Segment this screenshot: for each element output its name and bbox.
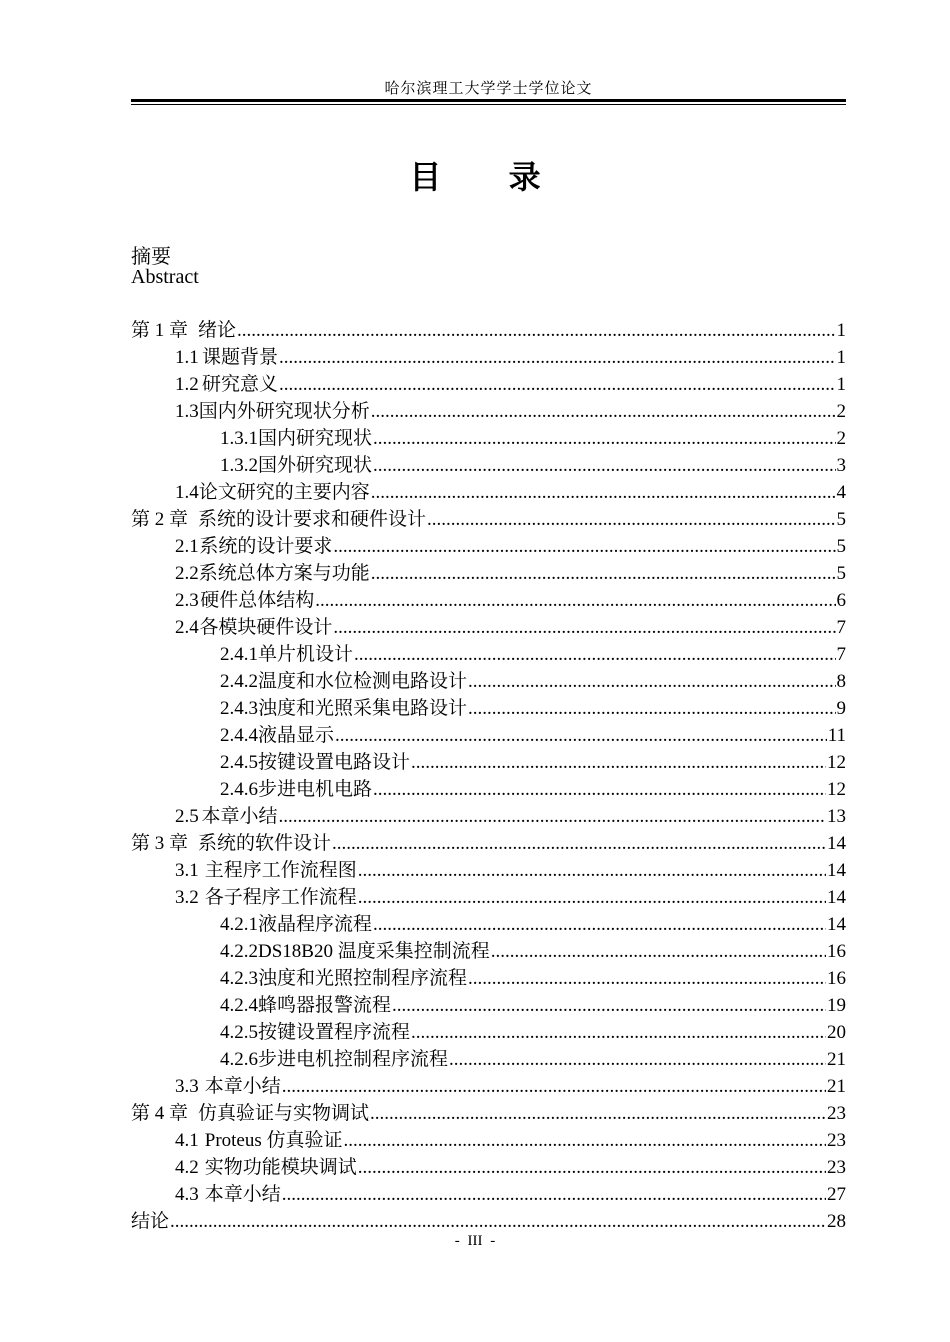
toc-entry[interactable] bbox=[131, 1019, 846, 1046]
toc-entry[interactable] bbox=[131, 506, 846, 533]
toc-leader-dots bbox=[468, 965, 826, 992]
toc-entry-number: 4.2 bbox=[175, 1157, 199, 1178]
toc-entry-title: 系统的软件设计 bbox=[198, 833, 332, 854]
toc-entry-title: 系统的设计要求和硬件设计 bbox=[198, 509, 427, 530]
toc-entry-page: 5 bbox=[836, 536, 846, 557]
toc-entry[interactable] bbox=[131, 668, 846, 695]
toc-entry[interactable] bbox=[131, 722, 846, 749]
toc-entry[interactable] bbox=[131, 884, 846, 911]
toc-entry-number: 4.2.6 bbox=[220, 1049, 258, 1070]
toc-entry-page: 3 bbox=[836, 455, 846, 476]
toc-entry-page: 1 bbox=[836, 347, 846, 368]
toc-entry-title: 实物功能模块调试 bbox=[204, 1157, 357, 1178]
table-of-contents bbox=[131, 317, 846, 1235]
toc-entry[interactable] bbox=[131, 776, 846, 803]
toc-entry-page: 8 bbox=[836, 671, 846, 692]
toc-entry-page: 28 bbox=[827, 1211, 846, 1232]
toc-entry-title: 国外研究现状 bbox=[258, 455, 373, 476]
toc-entry[interactable] bbox=[131, 1208, 846, 1235]
toc-entry[interactable] bbox=[131, 911, 846, 938]
toc-entry[interactable] bbox=[131, 1046, 846, 1073]
toc-entry-page: 21 bbox=[827, 1076, 846, 1097]
toc-entry-page: 21 bbox=[827, 1049, 846, 1070]
toc-entry-page: 20 bbox=[827, 1022, 846, 1043]
toc-leader-dots bbox=[468, 668, 835, 695]
toc-entry[interactable] bbox=[131, 560, 846, 587]
toc-leader-dots bbox=[373, 911, 826, 938]
toc-leader-dots bbox=[373, 452, 835, 479]
toc-entry[interactable] bbox=[131, 479, 846, 506]
toc-leader-dots bbox=[332, 830, 826, 857]
toc-entry-title: 系统总体方案与功能 bbox=[198, 563, 370, 584]
toc-entry-page: 23 bbox=[827, 1157, 846, 1178]
toc-entry-page: 1 bbox=[836, 320, 846, 341]
toc-entry-title: 主程序工作流程图 bbox=[204, 860, 357, 881]
toc-entry[interactable] bbox=[131, 965, 846, 992]
toc-entry-title: 论文研究的主要内容 bbox=[198, 482, 370, 503]
toc-entry-page: 7 bbox=[836, 644, 846, 665]
toc-leader-dots bbox=[373, 776, 826, 803]
toc-entry-title: 国内研究现状 bbox=[258, 428, 373, 449]
toc-entry-number: 1.3.2 bbox=[220, 455, 258, 476]
toc-leader-dots bbox=[370, 1100, 826, 1127]
toc-entry-number: 2.1 bbox=[175, 536, 199, 557]
toc-entry[interactable] bbox=[131, 641, 846, 668]
toc-leader-dots bbox=[279, 803, 826, 830]
toc-entry-title: 本章小结 bbox=[204, 1184, 281, 1205]
toc-entry-number: 2.4.2 bbox=[220, 671, 258, 692]
toc-leader-dots bbox=[371, 398, 836, 425]
toc-leader-dots bbox=[354, 641, 835, 668]
toc-entry[interactable] bbox=[131, 857, 846, 884]
toc-leader-dots bbox=[371, 479, 836, 506]
toc-entry[interactable] bbox=[131, 614, 846, 641]
toc-entry-number: 4.2.1 bbox=[220, 914, 258, 935]
toc-entry[interactable] bbox=[131, 1154, 846, 1181]
toc-entry-page: 7 bbox=[836, 617, 846, 638]
toc-entry-title: 各模块硬件设计 bbox=[199, 617, 333, 638]
toc-entry-title: 系统的设计要求 bbox=[199, 536, 333, 557]
toc-leader-dots bbox=[279, 344, 836, 371]
toc-entry-number: 2.4.5 bbox=[220, 752, 258, 773]
toc-entry[interactable] bbox=[131, 452, 846, 479]
toc-entry-title: 步进电机控制程序流程 bbox=[258, 1049, 449, 1070]
header-rule-thick bbox=[131, 99, 846, 102]
toc-leader-dots bbox=[371, 560, 836, 587]
toc-entry-title: 国内外研究现状分析 bbox=[198, 401, 370, 422]
toc-entry-number: 1.3.1 bbox=[220, 428, 258, 449]
toc-entry-number: 第 4 章 bbox=[131, 1103, 189, 1124]
toc-entry-title: 蜂鸣器报警流程 bbox=[258, 995, 392, 1016]
toc-entry[interactable] bbox=[131, 344, 846, 371]
page-number: - III - bbox=[454, 1233, 496, 1249]
toc-entry-number: 2.4.4 bbox=[220, 725, 258, 746]
toc-entry-page: 27 bbox=[827, 1184, 846, 1205]
toc-entry-page: 4 bbox=[836, 482, 846, 503]
toc-entry-title: 课题背景 bbox=[201, 347, 278, 368]
toc-entry-title: 液晶程序流程 bbox=[258, 914, 373, 935]
toc-entry[interactable] bbox=[131, 1127, 846, 1154]
toc-entry-number: 1.3 bbox=[175, 401, 199, 422]
toc-entry[interactable] bbox=[131, 587, 846, 614]
toc-leader-dots bbox=[333, 614, 835, 641]
toc-entry[interactable] bbox=[131, 695, 846, 722]
toc-entry[interactable] bbox=[131, 749, 846, 776]
toc-entry-title: 浊度和光照采集电路设计 bbox=[258, 698, 468, 719]
toc-entry-title: 按键设置电路设计 bbox=[258, 752, 411, 773]
toc-entry[interactable] bbox=[131, 371, 846, 398]
toc-entry-title: 单片机设计 bbox=[258, 644, 354, 665]
toc-entry-number: 第 2 章 bbox=[131, 509, 189, 530]
toc-entry[interactable] bbox=[131, 1073, 846, 1100]
front-matter-abstract-cn: 摘要 bbox=[131, 246, 171, 268]
toc-entry-title: 温度和水位检测电路设计 bbox=[258, 671, 468, 692]
toc-entry-number: 4.3 bbox=[175, 1184, 199, 1205]
toc-entry-page: 11 bbox=[827, 725, 846, 746]
toc-entry-title: 研究意义 bbox=[201, 374, 278, 395]
toc-leader-dots bbox=[411, 1019, 826, 1046]
toc-entry-title: 各子程序工作流程 bbox=[204, 887, 357, 908]
toc-leader-dots bbox=[411, 749, 826, 776]
toc-entry-number: 2.3 bbox=[175, 590, 199, 611]
toc-entry[interactable] bbox=[131, 317, 846, 344]
front-matter-abstract-en: Abstract bbox=[131, 266, 199, 288]
toc-leader-dots bbox=[358, 1154, 826, 1181]
toc-leader-dots bbox=[170, 1208, 826, 1235]
toc-leader-dots bbox=[315, 587, 835, 614]
toc-entry-page: 2 bbox=[836, 428, 846, 449]
toc-entry-page: 16 bbox=[827, 941, 846, 962]
toc-entry-title: 步进电机电路 bbox=[258, 779, 373, 800]
toc-leader-dots bbox=[237, 317, 835, 344]
toc-leader-dots bbox=[358, 884, 826, 911]
toc-entry-page: 5 bbox=[836, 563, 846, 584]
toc-entry-page: 14 bbox=[827, 914, 846, 935]
toc-entry-number: 3.3 bbox=[175, 1076, 199, 1097]
toc-entry-title: 按键设置程序流程 bbox=[258, 1022, 411, 1043]
toc-entry[interactable] bbox=[131, 992, 846, 1019]
toc-leader-dots bbox=[491, 938, 826, 965]
toc-entry-title: 本章小结 bbox=[204, 1076, 281, 1097]
toc-entry-page: 12 bbox=[827, 779, 846, 800]
toc-leader-dots bbox=[333, 533, 835, 560]
toc-entry-page: 14 bbox=[827, 860, 846, 881]
toc-entry-number: 3.1 bbox=[175, 860, 199, 881]
toc-entry-page: 14 bbox=[827, 887, 846, 908]
toc-entry-number: 1.1 bbox=[175, 347, 199, 368]
toc-entry-number: 4.2.4 bbox=[220, 995, 258, 1016]
toc-entry[interactable] bbox=[131, 533, 846, 560]
toc-entry-title: 结论 bbox=[131, 1211, 170, 1232]
toc-leader-dots bbox=[392, 992, 826, 1019]
toc-entry[interactable] bbox=[131, 1100, 846, 1127]
toc-entry[interactable] bbox=[131, 830, 846, 857]
toc-entry-page: 12 bbox=[827, 752, 846, 773]
toc-entry-number: 2.5 bbox=[175, 806, 199, 827]
toc-entry-page: 14 bbox=[827, 833, 846, 854]
toc-entry-page: 23 bbox=[827, 1130, 846, 1151]
toc-entry-title: 本章小结 bbox=[201, 806, 278, 827]
toc-entry-number: 第 3 章 bbox=[131, 833, 189, 854]
toc-leader-dots bbox=[427, 506, 835, 533]
toc-entry-number: 4.1 bbox=[175, 1130, 199, 1151]
toc-entry-number: 第 1 章 bbox=[131, 320, 189, 341]
toc-entry-title: 液晶显示 bbox=[258, 725, 335, 746]
toc-leader-dots bbox=[449, 1046, 826, 1073]
toc-entry-number: 2.4.1 bbox=[220, 644, 258, 665]
toc-entry-page: 13 bbox=[827, 806, 846, 827]
toc-entry[interactable] bbox=[131, 938, 846, 965]
toc-entry-number: 4.2.2 bbox=[220, 941, 258, 962]
toc-entry-title: 硬件总体结构 bbox=[200, 590, 315, 611]
toc-entry-page: 9 bbox=[836, 698, 846, 719]
toc-entry-page: 6 bbox=[836, 590, 846, 611]
toc-entry-title: DS18B20 温度采集控制流程 bbox=[258, 941, 490, 962]
toc-entry-title: 浊度和光照控制程序流程 bbox=[258, 968, 468, 989]
toc-entry-page: 5 bbox=[836, 509, 846, 530]
toc-entry-number: 1.2 bbox=[175, 374, 199, 395]
toc-entry-number: 2.4 bbox=[175, 617, 199, 638]
toc-entry-number: 4.2.3 bbox=[220, 968, 258, 989]
toc-entry-number: 2.2 bbox=[175, 563, 199, 584]
toc-entry-number: 3.2 bbox=[175, 887, 199, 908]
toc-entry-number: 2.4.3 bbox=[220, 698, 258, 719]
toc-entry-page: 19 bbox=[827, 995, 846, 1016]
toc-entry-page: 16 bbox=[827, 968, 846, 989]
toc-entry-number: 4.2.5 bbox=[220, 1022, 258, 1043]
toc-entry-number: 2.4.6 bbox=[220, 779, 258, 800]
toc-entry-number: 1.4 bbox=[175, 482, 199, 503]
header-rule-thin bbox=[131, 104, 846, 105]
toc-entry[interactable] bbox=[131, 803, 846, 830]
toc-entry-page: 23 bbox=[827, 1103, 846, 1124]
toc-entry-title: Proteus 仿真验证 bbox=[204, 1130, 343, 1151]
toc-leader-dots bbox=[468, 695, 835, 722]
toc-leader-dots bbox=[282, 1181, 826, 1208]
toc-leader-dots bbox=[358, 857, 826, 884]
toc-leader-dots bbox=[344, 1127, 826, 1154]
toc-entry[interactable] bbox=[131, 398, 846, 425]
toc-entry[interactable] bbox=[131, 425, 846, 452]
toc-entry-title: 仿真验证与实物调试 bbox=[198, 1103, 370, 1124]
toc-leader-dots bbox=[335, 722, 827, 749]
toc-entry[interactable] bbox=[131, 1181, 846, 1208]
toc-leader-dots bbox=[282, 1073, 826, 1100]
toc-leader-dots bbox=[373, 425, 835, 452]
toc-leader-dots bbox=[279, 371, 836, 398]
toc-entry-page: 2 bbox=[836, 401, 846, 422]
toc-entry-page: 1 bbox=[836, 374, 846, 395]
toc-entry-title: 绪论 bbox=[198, 320, 237, 341]
toc-title: 目 录 bbox=[409, 158, 569, 196]
running-header: 哈尔滨理工大学学士学位论文 bbox=[384, 81, 593, 97]
